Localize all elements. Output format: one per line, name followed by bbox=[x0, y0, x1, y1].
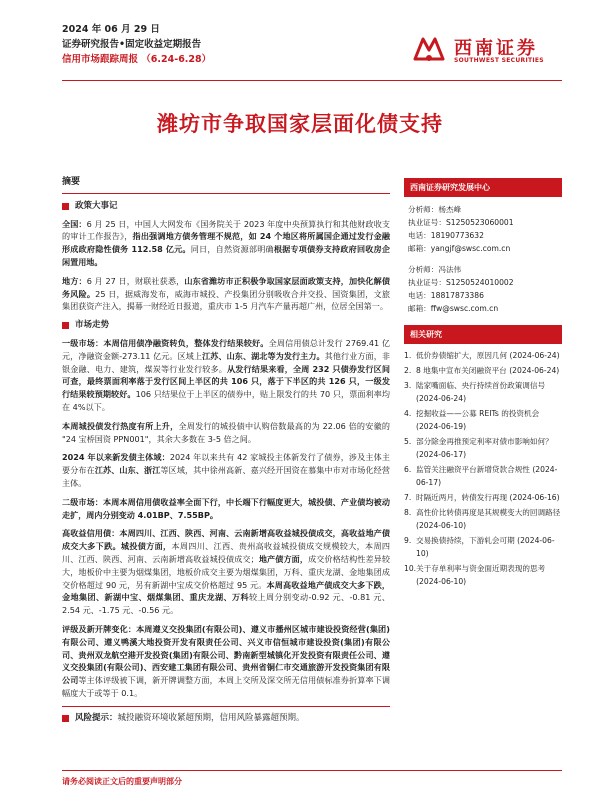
para-emph: 本周高收益地产债成交大多下跌，金地集团、新湖中宝、烟煤集团、重庆龙湖、万科 bbox=[62, 579, 390, 603]
related-research-label: 相关研究 bbox=[404, 325, 562, 344]
para-text: 6 月 25 日，中国人大网发布《国务院关于 2023 年度中央预算执行和其他财政收支的审计工作报告》， bbox=[62, 218, 390, 242]
analyst-phone: 电话：18817873386 bbox=[408, 291, 484, 300]
related-item-number: 5. bbox=[404, 437, 412, 446]
risk-text: 城投融资环境收紧超预期，信用风险暴露超预期。 bbox=[117, 712, 305, 723]
report-header bbox=[62, 22, 211, 67]
logo-mark-icon bbox=[412, 34, 446, 64]
section-market-label: 市场走势 bbox=[75, 320, 110, 331]
related-item-number: 3. bbox=[404, 381, 412, 390]
related-item-title: 8 地集中宣布关闭融资平台 (2024-06-24) bbox=[416, 366, 560, 375]
para-text: 2024 年以来共有 42 家城投主体新发行了债券，涉及主体主要分布在 bbox=[62, 452, 390, 476]
report-date: 2024 年 06 月 29 日 bbox=[62, 24, 160, 35]
related-item-title: 低价券债缩扩大，原因几何 (2024-06-24) bbox=[416, 351, 560, 360]
para-text: 106 只结果位于上半区的债券中，贴上限发行的共 70 只，票面利率均在 4%以下。 bbox=[62, 389, 390, 412]
related-item[interactable] bbox=[404, 407, 562, 433]
section-market bbox=[62, 319, 390, 332]
para-lead: 评级及新开牌变化： bbox=[62, 623, 137, 634]
related-item[interactable] bbox=[404, 562, 562, 588]
report-series: 证券研究报告•固定收益定期报告 bbox=[62, 39, 202, 50]
analyst-name: 分析师：杨杰峰 bbox=[408, 205, 462, 214]
para-emph: 江苏、山东、浙江 bbox=[94, 465, 161, 476]
paragraph-high-yield bbox=[62, 527, 390, 617]
related-item-title: 交易换债持续，下游轧会可期 (2024-06-10) bbox=[416, 536, 555, 558]
paragraph-urban-bond bbox=[62, 420, 390, 446]
para-emph: 从发行结果来看，全周 232 只债券发行区间可查，最终票面利率落于发行区间上半区的共 106 只，落于下半区的共 126 只，一级发行结果较预期较好。 bbox=[62, 363, 390, 400]
report-subtitle: 信用市场跟踪周报 （6.24-6.28） bbox=[62, 54, 212, 65]
logo-name-cn: 西南证券 bbox=[454, 38, 538, 59]
related-item[interactable] bbox=[404, 534, 562, 560]
analyst-name: 分析师：冯法伟 bbox=[408, 265, 462, 274]
para-text: 其他行业方面，非银金融、电力、建筑，煤炭等行业发行较多。 bbox=[62, 350, 390, 374]
square-bullet-icon bbox=[62, 203, 69, 210]
para-lead: 一级市场： bbox=[62, 337, 104, 348]
related-research-list bbox=[404, 349, 562, 588]
company-logo bbox=[412, 30, 562, 70]
analyst-phone: 电话：18190773632 bbox=[408, 231, 484, 240]
header-divider bbox=[62, 80, 562, 81]
analyst-email[interactable]: 邮箱：ffw@swsc.com.cn bbox=[408, 304, 499, 313]
paragraph-secondary-market bbox=[62, 496, 390, 522]
paragraph-primary-market bbox=[62, 337, 390, 414]
para-emph: 根据专项债券支持政府回收房企闲置用地。 bbox=[62, 244, 390, 267]
logo-name-en: SOUTHWEST SECURITIES bbox=[454, 57, 544, 64]
square-bullet-icon bbox=[62, 322, 69, 329]
abstract-column bbox=[62, 176, 390, 729]
related-item-number: 10. bbox=[404, 564, 417, 573]
section-policy-label: 政策大事记 bbox=[75, 200, 118, 211]
paragraph-new-issuers bbox=[62, 451, 390, 489]
para-lead: 高收益信用债： bbox=[62, 528, 120, 539]
para-text: 同日，自然资源部明确 bbox=[190, 244, 274, 255]
research-center-label: 西南证券研究发展中心 bbox=[404, 178, 562, 197]
related-item-number: 6. bbox=[404, 465, 412, 474]
related-item[interactable] bbox=[404, 506, 562, 532]
related-item[interactable] bbox=[404, 364, 562, 377]
square-bullet-icon bbox=[62, 715, 69, 722]
analyst-email[interactable]: 邮箱：yangjf@swsc.com.cn bbox=[408, 244, 511, 253]
related-item[interactable] bbox=[404, 491, 562, 504]
para-emph: 山东省潍坊市正积极争取国家层面政策支持，加快化解债务风险。 bbox=[62, 275, 390, 299]
related-item-title: 关于存单利率与资金面近期表现的思考 (2024-06-10) bbox=[416, 564, 546, 586]
risk-warning bbox=[62, 706, 390, 725]
footer-disclaimer: 请务必阅读正文后的重要声明部分 bbox=[62, 770, 562, 787]
para-emph: 本周城投债发行热度有所上升， bbox=[62, 420, 179, 431]
related-item-number: 1. bbox=[404, 351, 412, 360]
related-item-number: 8. bbox=[404, 508, 412, 517]
risk-lead: 风险提示： bbox=[75, 712, 118, 723]
related-item-title: 监管关注融资平台新增贷款合规性 (2024-06-17) bbox=[416, 465, 558, 487]
analyst-block bbox=[404, 203, 562, 255]
related-item[interactable] bbox=[404, 349, 562, 362]
related-item-title: 陆家嘴面临、央行持续首份政策调信号 (2024-06-24) bbox=[416, 381, 546, 403]
analyst-license: 执业证号：S1250523060001 bbox=[408, 218, 514, 227]
para-text: 全周信用债总计发行 2769.41 亿元，净融资金额-273.11 亿元。区域上 bbox=[62, 337, 390, 361]
section-policy bbox=[62, 200, 390, 213]
paragraph-national bbox=[62, 218, 390, 269]
para-text: 成交价格结构性差异较大，地板价中主要为烟煤集团，地板价成交主要为烟煤集团，万科、重庆龙湖、金地集团成交价格超过 90 元，另有新湖中宝成交价格超过 95 元。 bbox=[62, 553, 390, 590]
para-text: 25 日，据威海发布，威海市城投、产投集团分别吸收合并交投、国资集团，文旅集团获资产注入，揭幕一财经近日报道，重庆市 1-5 月汽车产量再超广州，位居全国第一。 bbox=[62, 288, 390, 312]
related-item[interactable] bbox=[404, 435, 562, 461]
para-text: 等主体评级被下调，新开牌调整方面，本周上交所及深交所无信用债标准券折算率下调幅度大于或等于 0.1。 bbox=[62, 675, 390, 698]
related-item-title: 时隔近两月，转债发行再现 (2024-06-16) bbox=[416, 493, 560, 502]
para-text: 较上周分别变动-0.92 元、-0.81 元、2.54 元、-1.75 元、-0.56 元。 bbox=[62, 592, 390, 616]
related-item-number: 2. bbox=[404, 366, 412, 375]
related-item-title: 高性价比转债再度是其规模变大的回调路径 (2024-06-10) bbox=[416, 508, 561, 530]
para-emph: 指出强调地方债务管理不规范，如 24 个地区将所属国企通过发行金融形成政府隐性债务 112.58 亿元。 bbox=[62, 231, 390, 255]
related-item-number: 4. bbox=[404, 409, 412, 418]
related-item[interactable] bbox=[404, 379, 562, 405]
para-lead: 2024 年以来新发债主体域： bbox=[62, 452, 170, 463]
related-item-number: 7. bbox=[404, 493, 412, 502]
paragraph-local bbox=[62, 275, 390, 313]
para-lead: 地方： bbox=[62, 275, 87, 286]
related-item-title: 挖掘收益——公募 REITs 的投资机会 (2024-06-19) bbox=[416, 409, 540, 431]
para-emph: 本周本周信用债收益率全面下行，中长端下行幅度更大，城投债、产业债均被动走扩，周内分别变动 4.01BP、7.55BP。 bbox=[62, 496, 390, 520]
paragraph-ratings bbox=[62, 623, 390, 700]
para-emph: 本周信用债净融资转负，整体发行结果较好。 bbox=[103, 337, 269, 348]
related-item-number: 9. bbox=[404, 536, 412, 545]
analyst-license: 执业证号：S1250524010002 bbox=[408, 278, 514, 287]
related-item-title: 部分除金再推预定利率对债市影响如何？ (2024-06-17) bbox=[416, 437, 553, 459]
analyst-block bbox=[404, 263, 562, 315]
related-item[interactable] bbox=[404, 463, 562, 489]
para-text: 全周发行的城投债中认购倍数最高的为 22.06 倍的安徽的 "24 宝桥国资 PPN001"，其余大多数在 3-5 倍之间。 bbox=[62, 420, 390, 444]
sidebar bbox=[404, 178, 562, 590]
para-text: 等区域，其中徐州高新、嘉兴经开国资在慕集中市对市场化经营主体。 bbox=[62, 465, 390, 488]
abstract-divider bbox=[62, 193, 390, 194]
para-emph: 本周遵义交投集团(有限公司)、遵义市播州区城市建设投资经营(集团)有限公司、遵义鸭溪大地投资开发有限责任公司、兴义市信恒城市建设投资(集团)有限公司、贵州双龙航空港开发投资(集团)有限公司、黔南新型城镇化开发投资有限责任公司、遵义交投集团(有限公司)、西安建工集团有限公司、贵州省铜仁市交通旅游开发投资集团有限公司 bbox=[62, 623, 390, 686]
para-lead: 二级市场： bbox=[62, 496, 104, 507]
para-text: 6 月 27 日，财联社获悉， bbox=[86, 275, 185, 286]
para-text: 本周四川、江西、贵州高收益城投债成交规模较大，本周四川、江西、陕西、河南、云南新增高收益城投债成交； bbox=[62, 541, 390, 564]
para-lead: 全国： bbox=[62, 218, 87, 229]
para-emph: 本周四川、江西、陕西、河南、云南新增高收益城投债成交，高收益地产债成交大多下跌。城投债方面， bbox=[62, 528, 390, 552]
para-emph: 江苏、山东、湖北等为发行主力。 bbox=[202, 350, 325, 361]
abstract-label: 摘要 bbox=[62, 177, 81, 187]
report-title: 潍坊市争取国家层面化债支持 bbox=[157, 111, 443, 136]
para-lead: 地产债方面， bbox=[258, 553, 309, 564]
